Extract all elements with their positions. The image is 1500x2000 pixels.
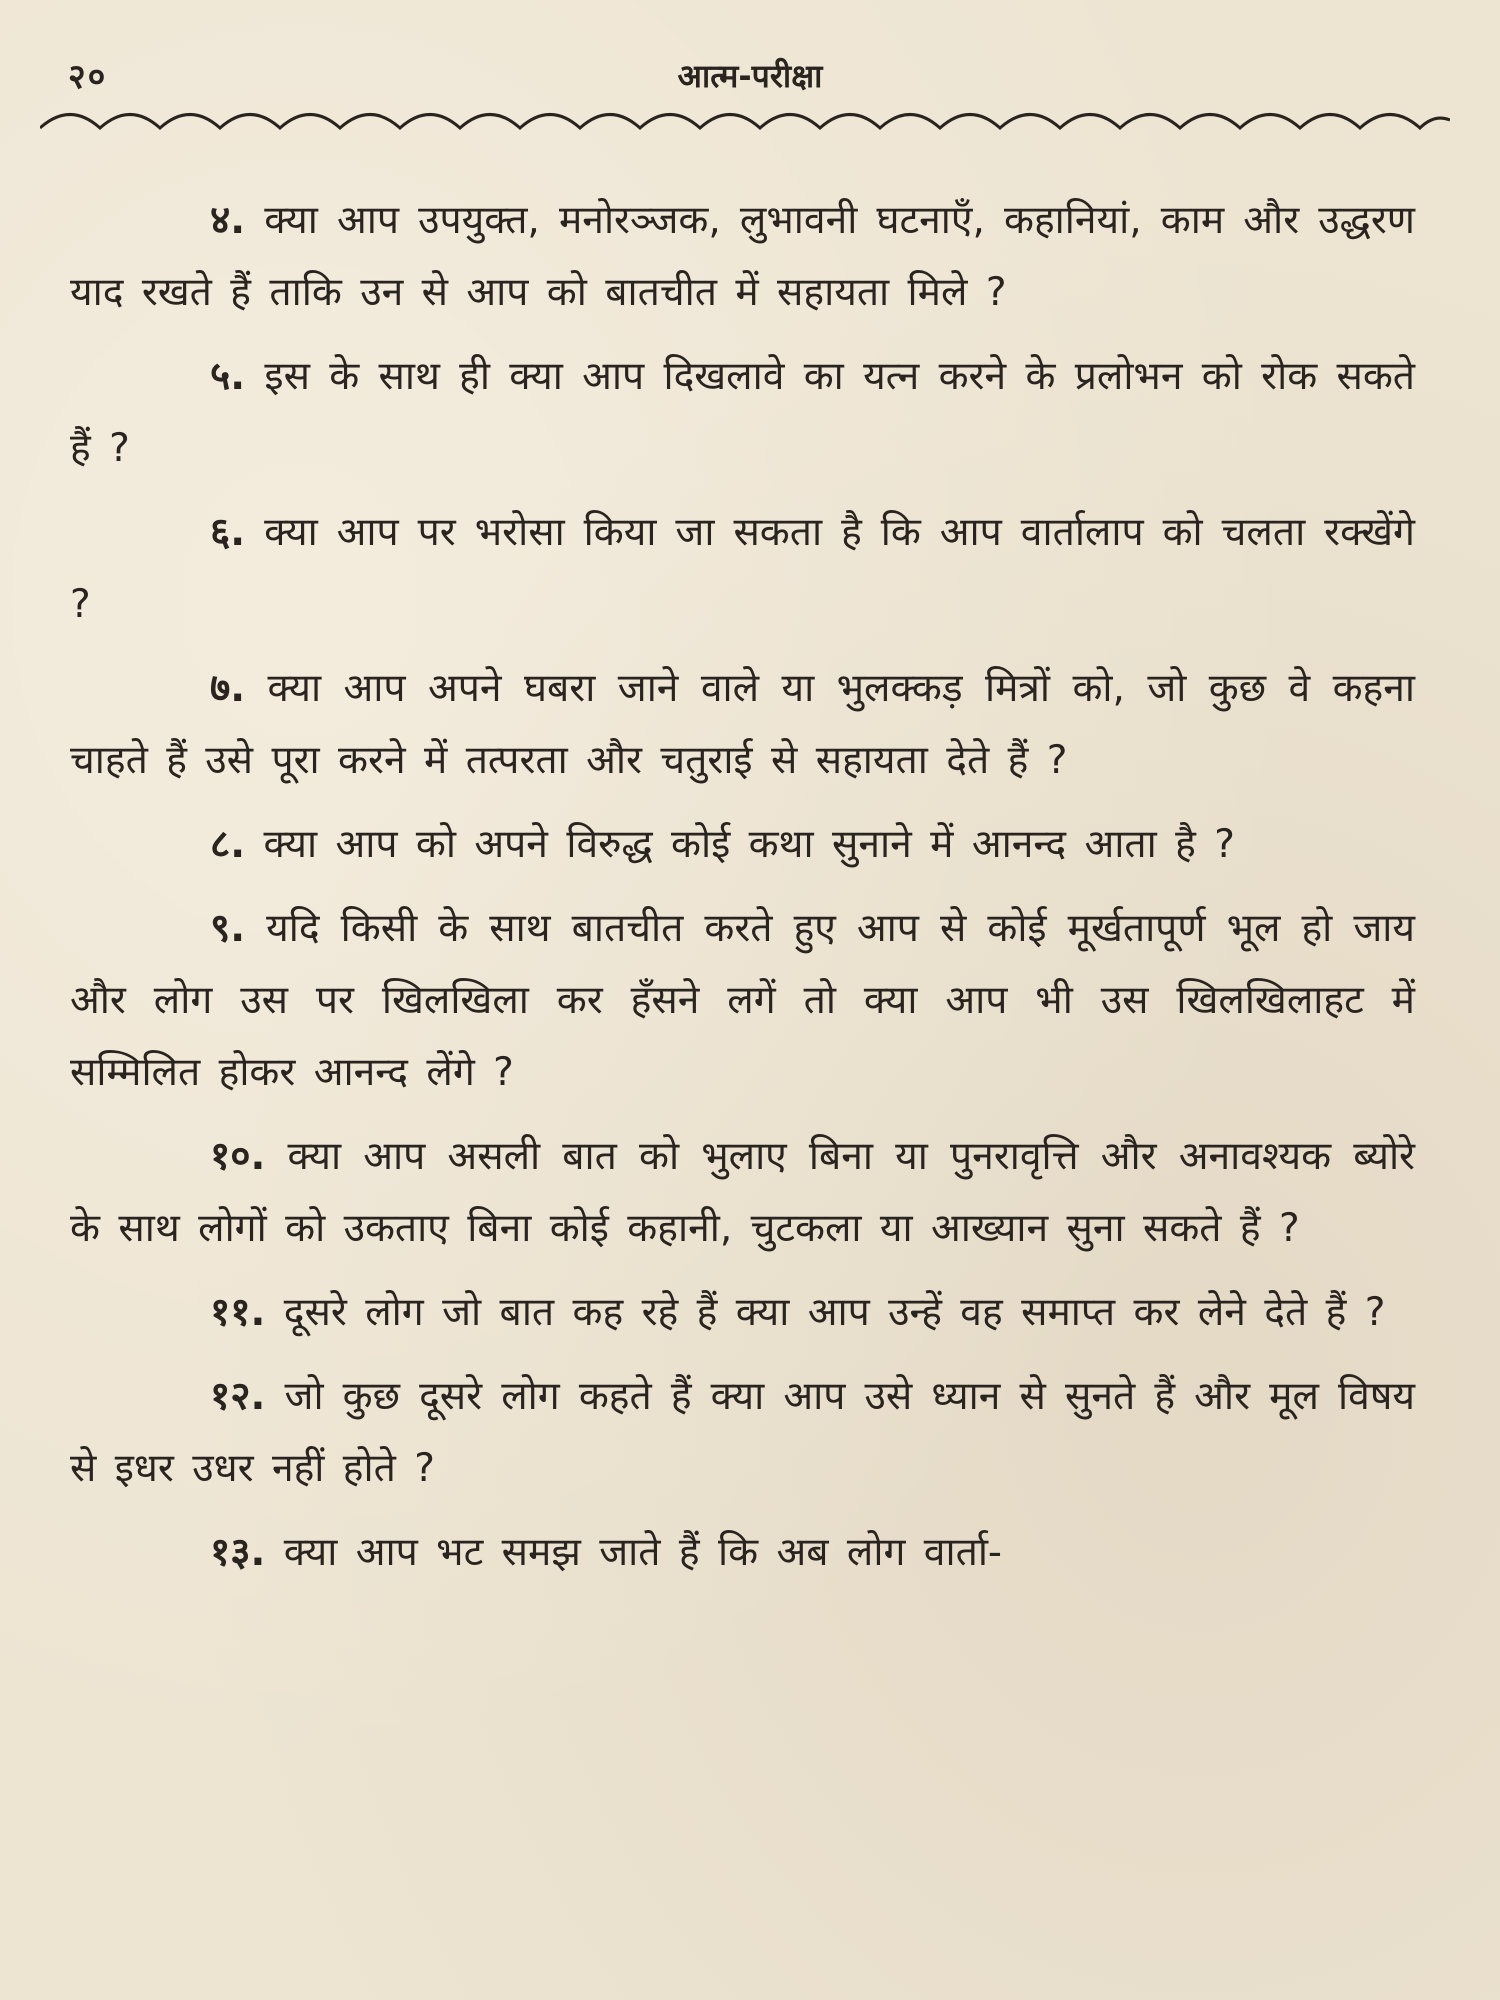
question-item xyxy=(70,1277,1415,1349)
question-number: १२. xyxy=(210,1374,266,1419)
question-list xyxy=(70,185,1415,1601)
question-item xyxy=(70,1517,1415,1589)
question-item xyxy=(70,893,1415,1109)
question-text: जो कुछ दूसरे लोग कहते हैं क्या आप उसे ध्यान से सुनते हैं और मूल विषय से इधर उधर नहीं होते ? xyxy=(70,1374,1415,1491)
decorative-wave-rule xyxy=(40,106,1450,146)
question-item xyxy=(70,1121,1415,1265)
question-item xyxy=(70,185,1415,329)
question-text: क्या आप भट समझ जाते हैं कि अब लोग वार्ता- xyxy=(283,1530,1002,1575)
question-number: १३. xyxy=(210,1530,266,1575)
question-number: ६. xyxy=(210,510,246,555)
question-text: क्या आप को अपने विरुद्ध कोई कथा सुनाने में आनन्द आता है ? xyxy=(263,822,1235,867)
running-title: आत्म-परीक्षा xyxy=(677,57,823,95)
page-header xyxy=(0,40,1500,110)
question-text: दूसरे लोग जो बात कह रहे हैं क्या आप उन्हें वह समाप्त कर लेने देते हैं ? xyxy=(283,1290,1386,1335)
question-number: ४. xyxy=(210,198,246,243)
question-text: इस के साथ ही क्या आप दिखलावे का यत्न करने के प्रलोभन को रोक सकते हैं ? xyxy=(70,354,1415,471)
question-item xyxy=(70,1361,1415,1505)
question-number: ७. xyxy=(210,666,246,711)
question-text: क्या आप असली बात को भुलाए बिना या पुनरावृत्ति और अनावश्यक ब्योरे के साथ लोगों को उकताए बिना कोई कहानी, चुटकला या आख्यान सुना सकते हैं ? xyxy=(70,1134,1415,1251)
question-item xyxy=(70,653,1415,797)
page-number: २० xyxy=(68,57,108,97)
question-item xyxy=(70,341,1415,485)
question-text: क्या आप अपने घबरा जाने वाले या भुलक्कड़ मित्रों को, जो कुछ वे कहना चाहते हैं उसे पूरा करने में तत्परता और चतुराई से सहायता देते हैं ? xyxy=(70,666,1415,783)
question-text: क्या आप पर भरोसा किया जा सकता है कि आप वार्तालाप को चलता रक्खेंगे ? xyxy=(70,510,1415,627)
question-number: १०. xyxy=(210,1134,266,1179)
question-text: क्या आप उपयुक्त, मनोरञ्जक, लुभावनी घटनाएँ, कहानियां, काम और उद्धरण याद रखते हैं ताकि उन से आप को बातचीत में सहायता मिले ? xyxy=(70,198,1415,315)
question-item xyxy=(70,809,1415,881)
question-text: यदि किसी के साथ बातचीत करते हुए आप से कोई मूर्खतापूर्ण भूल हो जाय और लोग उस पर खिलखिला कर हँसने लगें तो क्या आप भी उस खिलखिलाहट में सम्मिलित होकर आनन्द लेंगे ? xyxy=(70,906,1415,1095)
question-item xyxy=(70,497,1415,641)
question-number: ५. xyxy=(210,354,246,399)
question-number: ११. xyxy=(210,1290,266,1335)
question-number: ८. xyxy=(210,822,246,867)
question-number: ९. xyxy=(210,906,246,951)
